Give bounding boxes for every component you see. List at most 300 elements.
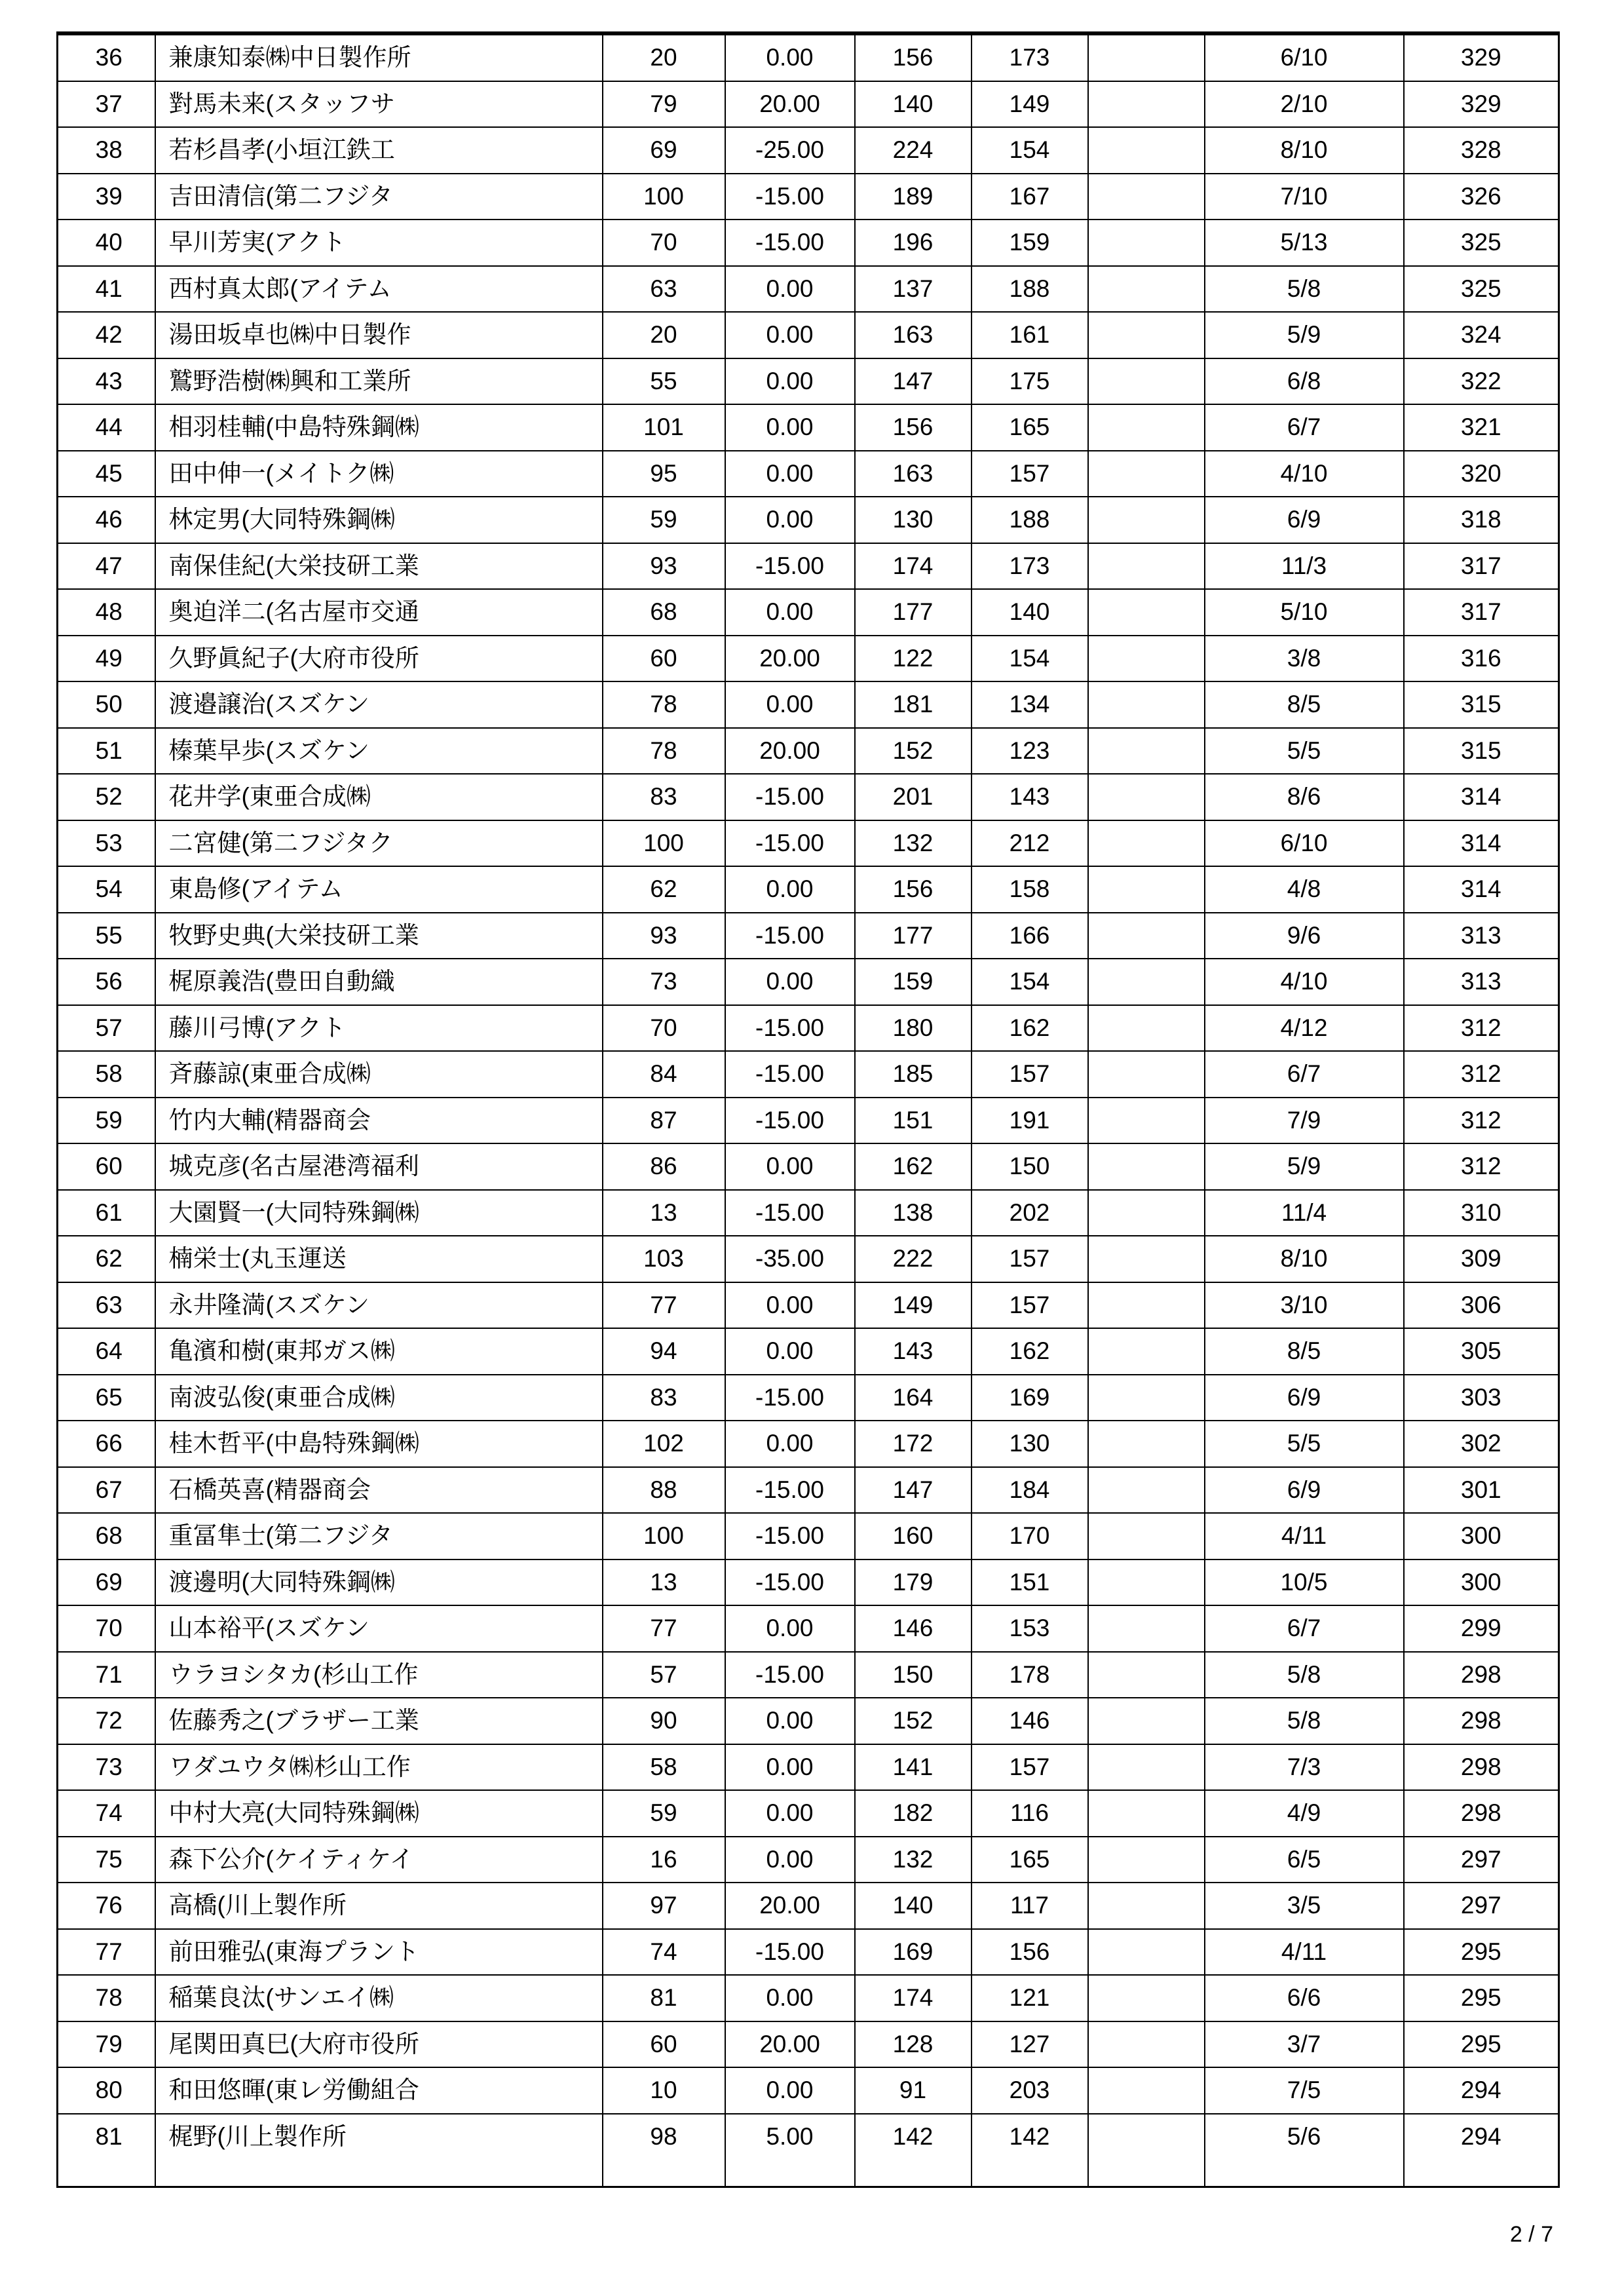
cell-no: 59 xyxy=(58,1098,155,1144)
cell-col4: -15.00 xyxy=(725,1098,855,1144)
cell-col3: 97 xyxy=(603,1883,725,1929)
cell-name: 山本裕平(スズケン xyxy=(155,1605,603,1652)
cell-name: 對馬未来(スタッフサ xyxy=(155,81,603,128)
cell-col5: 152 xyxy=(855,1698,972,1744)
table-body xyxy=(58,33,1559,2187)
cell-col5: 196 xyxy=(855,220,972,266)
cell-col7 xyxy=(1088,1328,1205,1375)
table-row xyxy=(58,1652,1559,1698)
cell-col7 xyxy=(1088,1421,1205,1467)
cell-col7 xyxy=(1088,636,1205,682)
cell-col9: 309 xyxy=(1404,1236,1559,1282)
cell-name: 斉藤諒(東亜合成㈱ xyxy=(155,1051,603,1098)
cell-no: 39 xyxy=(58,174,155,220)
cell-col6: 191 xyxy=(972,1098,1088,1144)
cell-col5: 163 xyxy=(855,312,972,358)
cell-no: 62 xyxy=(58,1236,155,1282)
cell-col6: 157 xyxy=(972,1744,1088,1791)
cell-no: 81 xyxy=(58,2114,155,2187)
cell-col5: 177 xyxy=(855,589,972,636)
cell-col4: -15.00 xyxy=(725,1929,855,1976)
table-row xyxy=(58,312,1559,358)
table-row xyxy=(58,543,1559,590)
cell-col4: 0.00 xyxy=(725,1421,855,1467)
cell-col6: 159 xyxy=(972,220,1088,266)
cell-col8: 6/10 xyxy=(1205,33,1404,81)
cell-name: 森下公介(ケイティケイ xyxy=(155,1837,603,1883)
cell-col4: 0.00 xyxy=(725,1605,855,1652)
cell-col8: 5/9 xyxy=(1205,312,1404,358)
cell-name: 竹内大輔(精器商会 xyxy=(155,1098,603,1144)
cell-name: 南波弘俊(東亜合成㈱ xyxy=(155,1375,603,1421)
cell-col9: 317 xyxy=(1404,589,1559,636)
cell-col7 xyxy=(1088,2114,1205,2187)
table-row xyxy=(58,2067,1559,2114)
cell-col9: 324 xyxy=(1404,312,1559,358)
cell-col7 xyxy=(1088,681,1205,728)
cell-no: 38 xyxy=(58,127,155,174)
cell-col9: 329 xyxy=(1404,33,1559,81)
cell-name: ウラヨシタカ(杉山工作 xyxy=(155,1652,603,1698)
cell-col7 xyxy=(1088,1282,1205,1329)
cell-col3: 20 xyxy=(603,33,725,81)
cell-col4: -15.00 xyxy=(725,543,855,590)
table-row xyxy=(58,728,1559,775)
cell-name: 榛葉早歩(スズケン xyxy=(155,728,603,775)
table-row xyxy=(58,1837,1559,1883)
cell-col6: 130 xyxy=(972,1421,1088,1467)
cell-col9: 329 xyxy=(1404,81,1559,128)
cell-col8: 5/10 xyxy=(1205,589,1404,636)
cell-col7 xyxy=(1088,451,1205,497)
cell-col8: 9/6 xyxy=(1205,913,1404,959)
cell-col3: 62 xyxy=(603,866,725,913)
cell-col5: 147 xyxy=(855,358,972,405)
table-row xyxy=(58,913,1559,959)
cell-col5: 128 xyxy=(855,2021,972,2068)
cell-col9: 294 xyxy=(1404,2067,1559,2114)
table-row xyxy=(58,1328,1559,1375)
cell-col7 xyxy=(1088,174,1205,220)
table-row xyxy=(58,636,1559,682)
cell-col7 xyxy=(1088,1883,1205,1929)
cell-name: 鷲野浩樹㈱興和工業所 xyxy=(155,358,603,405)
cell-col4: -15.00 xyxy=(725,1190,855,1236)
cell-col8: 6/6 xyxy=(1205,1975,1404,2021)
cell-col7 xyxy=(1088,1467,1205,1514)
cell-col6: 212 xyxy=(972,820,1088,867)
cell-col5: 151 xyxy=(855,1098,972,1144)
cell-col8: 4/9 xyxy=(1205,1790,1404,1837)
cell-col3: 87 xyxy=(603,1098,725,1144)
cell-name: 若杉昌孝(小垣江鉄工 xyxy=(155,127,603,174)
cell-name: 奥迫洋二(名古屋市交通 xyxy=(155,589,603,636)
cell-col7 xyxy=(1088,2021,1205,2068)
cell-name: 梶原義浩(豊田自動織 xyxy=(155,959,603,1005)
cell-col6: 149 xyxy=(972,81,1088,128)
cell-col4: 0.00 xyxy=(725,1328,855,1375)
cell-col9: 301 xyxy=(1404,1467,1559,1514)
cell-col6: 188 xyxy=(972,497,1088,543)
cell-col4: 0.00 xyxy=(725,1698,855,1744)
cell-col3: 86 xyxy=(603,1143,725,1190)
cell-col6: 173 xyxy=(972,543,1088,590)
cell-no: 60 xyxy=(58,1143,155,1190)
cell-no: 58 xyxy=(58,1051,155,1098)
cell-col3: 69 xyxy=(603,127,725,174)
cell-col3: 77 xyxy=(603,1605,725,1652)
cell-col9: 321 xyxy=(1404,404,1559,451)
cell-col4: -15.00 xyxy=(725,1467,855,1514)
cell-col4: 20.00 xyxy=(725,1883,855,1929)
cell-col6: 121 xyxy=(972,1975,1088,2021)
cell-col4: 0.00 xyxy=(725,451,855,497)
cell-col7 xyxy=(1088,1929,1205,1976)
cell-col6: 154 xyxy=(972,127,1088,174)
cell-col9: 315 xyxy=(1404,728,1559,775)
table-row xyxy=(58,820,1559,867)
table-row xyxy=(58,1467,1559,1514)
cell-name: 亀濱和樹(東邦ガス㈱ xyxy=(155,1328,603,1375)
table-row xyxy=(58,1513,1559,1559)
cell-name: 南保佳紀(大栄技研工業 xyxy=(155,543,603,590)
cell-col6: 167 xyxy=(972,174,1088,220)
cell-col9: 316 xyxy=(1404,636,1559,682)
table-row xyxy=(58,1005,1559,1052)
cell-col7 xyxy=(1088,1605,1205,1652)
table-row xyxy=(58,1559,1559,1606)
cell-col9: 297 xyxy=(1404,1883,1559,1929)
table-row xyxy=(58,589,1559,636)
table-row xyxy=(58,1744,1559,1791)
cell-col8: 6/7 xyxy=(1205,1605,1404,1652)
cell-col9: 300 xyxy=(1404,1559,1559,1606)
cell-col3: 13 xyxy=(603,1559,725,1606)
cell-col6: 162 xyxy=(972,1328,1088,1375)
cell-col7 xyxy=(1088,1098,1205,1144)
table-row xyxy=(58,1190,1559,1236)
cell-col8: 6/8 xyxy=(1205,358,1404,405)
cell-col6: 175 xyxy=(972,358,1088,405)
cell-no: 74 xyxy=(58,1790,155,1837)
table-row xyxy=(58,127,1559,174)
cell-col7 xyxy=(1088,33,1205,81)
cell-col4: -15.00 xyxy=(725,1005,855,1052)
cell-col7 xyxy=(1088,913,1205,959)
cell-col3: 93 xyxy=(603,543,725,590)
cell-col6: 173 xyxy=(972,33,1088,81)
cell-col3: 60 xyxy=(603,2021,725,2068)
cell-no: 66 xyxy=(58,1421,155,1467)
cell-name: 佐藤秀之(ブラザー工業 xyxy=(155,1698,603,1744)
cell-col3: 93 xyxy=(603,913,725,959)
cell-col6: 157 xyxy=(972,1236,1088,1282)
cell-col3: 81 xyxy=(603,1975,725,2021)
cell-col7 xyxy=(1088,1375,1205,1421)
cell-no: 65 xyxy=(58,1375,155,1421)
cell-no: 41 xyxy=(58,266,155,313)
cell-col5: 156 xyxy=(855,866,972,913)
table-row xyxy=(58,2114,1559,2187)
cell-no: 50 xyxy=(58,681,155,728)
cell-no: 46 xyxy=(58,497,155,543)
cell-col6: 123 xyxy=(972,728,1088,775)
cell-name: 大園賢一(大同特殊鋼㈱ xyxy=(155,1190,603,1236)
table-row xyxy=(58,1098,1559,1144)
cell-col7 xyxy=(1088,1652,1205,1698)
cell-col5: 132 xyxy=(855,1837,972,1883)
cell-col3: 55 xyxy=(603,358,725,405)
cell-col4: 0.00 xyxy=(725,1975,855,2021)
cell-col9: 298 xyxy=(1404,1790,1559,1837)
cell-col5: 179 xyxy=(855,1559,972,1606)
cell-col5: 149 xyxy=(855,1282,972,1329)
cell-col4: 0.00 xyxy=(725,2067,855,2114)
cell-col3: 88 xyxy=(603,1467,725,1514)
cell-col8: 5/8 xyxy=(1205,266,1404,313)
cell-col6: 127 xyxy=(972,2021,1088,2068)
cell-col6: 165 xyxy=(972,1837,1088,1883)
cell-name: 二宮健(第二フジタク xyxy=(155,820,603,867)
cell-col5: 140 xyxy=(855,1883,972,1929)
cell-col8: 8/5 xyxy=(1205,681,1404,728)
cell-col6: 156 xyxy=(972,1929,1088,1976)
cell-col8: 8/5 xyxy=(1205,1328,1404,1375)
cell-no: 79 xyxy=(58,2021,155,2068)
cell-col7 xyxy=(1088,774,1205,820)
cell-name: 渡邊明(大同特殊鋼㈱ xyxy=(155,1559,603,1606)
table-row xyxy=(58,497,1559,543)
cell-col8: 7/3 xyxy=(1205,1744,1404,1791)
cell-name: 渡邉譲治(スズケン xyxy=(155,681,603,728)
cell-col9: 297 xyxy=(1404,1837,1559,1883)
cell-no: 76 xyxy=(58,1883,155,1929)
cell-col7 xyxy=(1088,1236,1205,1282)
cell-col3: 68 xyxy=(603,589,725,636)
cell-col5: 222 xyxy=(855,1236,972,1282)
table-row xyxy=(58,404,1559,451)
cell-col9: 312 xyxy=(1404,1143,1559,1190)
results-table xyxy=(56,31,1560,2188)
cell-col8: 6/7 xyxy=(1205,404,1404,451)
cell-col6: 165 xyxy=(972,404,1088,451)
cell-no: 77 xyxy=(58,1929,155,1976)
cell-no: 55 xyxy=(58,913,155,959)
cell-col5: 224 xyxy=(855,127,972,174)
table-row xyxy=(58,266,1559,313)
cell-col4: 0.00 xyxy=(725,1143,855,1190)
table-row xyxy=(58,1605,1559,1652)
cell-no: 63 xyxy=(58,1282,155,1329)
cell-col5: 140 xyxy=(855,81,972,128)
cell-no: 73 xyxy=(58,1744,155,1791)
cell-col9: 299 xyxy=(1404,1605,1559,1652)
cell-col7 xyxy=(1088,1005,1205,1052)
cell-col6: 154 xyxy=(972,636,1088,682)
cell-col6: 166 xyxy=(972,913,1088,959)
table-row xyxy=(58,1975,1559,2021)
cell-col6: 116 xyxy=(972,1790,1088,1837)
cell-col5: 201 xyxy=(855,774,972,820)
cell-col8: 11/3 xyxy=(1205,543,1404,590)
cell-col7 xyxy=(1088,543,1205,590)
cell-no: 57 xyxy=(58,1005,155,1052)
cell-no: 36 xyxy=(58,33,155,81)
cell-col9: 314 xyxy=(1404,866,1559,913)
cell-col3: 79 xyxy=(603,81,725,128)
cell-col3: 60 xyxy=(603,636,725,682)
cell-no: 42 xyxy=(58,312,155,358)
cell-col3: 70 xyxy=(603,220,725,266)
cell-col9: 317 xyxy=(1404,543,1559,590)
cell-col9: 315 xyxy=(1404,681,1559,728)
cell-col7 xyxy=(1088,127,1205,174)
cell-col3: 100 xyxy=(603,1513,725,1559)
cell-col4: -25.00 xyxy=(725,127,855,174)
cell-col9: 314 xyxy=(1404,820,1559,867)
cell-col5: 189 xyxy=(855,174,972,220)
cell-col6: 157 xyxy=(972,451,1088,497)
cell-col4: 0.00 xyxy=(725,404,855,451)
table-row xyxy=(58,1236,1559,1282)
cell-col4: -15.00 xyxy=(725,820,855,867)
cell-col5: 152 xyxy=(855,728,972,775)
cell-col4: 0.00 xyxy=(725,1837,855,1883)
cell-col6: 161 xyxy=(972,312,1088,358)
cell-name: 桂木哲平(中島特殊鋼㈱ xyxy=(155,1421,603,1467)
cell-no: 52 xyxy=(58,774,155,820)
cell-col8: 8/10 xyxy=(1205,1236,1404,1282)
cell-col4: -15.00 xyxy=(725,220,855,266)
cell-name: 花井学(東亜合成㈱ xyxy=(155,774,603,820)
cell-col6: 202 xyxy=(972,1190,1088,1236)
cell-col3: 13 xyxy=(603,1190,725,1236)
cell-no: 69 xyxy=(58,1559,155,1606)
cell-col4: 20.00 xyxy=(725,2021,855,2068)
cell-name: 稲葉良汰(サンエイ㈱ xyxy=(155,1975,603,2021)
cell-col8: 3/5 xyxy=(1205,1883,1404,1929)
cell-no: 78 xyxy=(58,1975,155,2021)
cell-col4: 20.00 xyxy=(725,728,855,775)
cell-col5: 181 xyxy=(855,681,972,728)
cell-no: 43 xyxy=(58,358,155,405)
table-row xyxy=(58,1282,1559,1329)
table-row xyxy=(58,81,1559,128)
cell-col4: 20.00 xyxy=(725,636,855,682)
cell-col9: 295 xyxy=(1404,1975,1559,2021)
cell-col7 xyxy=(1088,1051,1205,1098)
cell-col5: 122 xyxy=(855,636,972,682)
cell-col3: 10 xyxy=(603,2067,725,2114)
table-row xyxy=(58,1883,1559,1929)
cell-col3: 94 xyxy=(603,1328,725,1375)
cell-col5: 174 xyxy=(855,1975,972,2021)
cell-col9: 302 xyxy=(1404,1421,1559,1467)
cell-col6: 134 xyxy=(972,681,1088,728)
cell-col9: 325 xyxy=(1404,266,1559,313)
cell-col3: 83 xyxy=(603,1375,725,1421)
cell-col7 xyxy=(1088,959,1205,1005)
cell-col8: 6/9 xyxy=(1205,1375,1404,1421)
cell-col8: 10/5 xyxy=(1205,1559,1404,1606)
cell-col9: 312 xyxy=(1404,1051,1559,1098)
cell-col8: 7/10 xyxy=(1205,174,1404,220)
cell-no: 45 xyxy=(58,451,155,497)
cell-col5: 185 xyxy=(855,1051,972,1098)
cell-col9: 310 xyxy=(1404,1190,1559,1236)
cell-col8: 5/8 xyxy=(1205,1652,1404,1698)
cell-name: 牧野史典(大栄技研工業 xyxy=(155,913,603,959)
cell-col9: 294 xyxy=(1404,2114,1559,2187)
cell-col5: 163 xyxy=(855,451,972,497)
cell-col4: -15.00 xyxy=(725,174,855,220)
cell-name: 石橋英喜(精器商会 xyxy=(155,1467,603,1514)
cell-col4: 5.00 xyxy=(725,2114,855,2187)
cell-col3: 73 xyxy=(603,959,725,1005)
table-row xyxy=(58,1929,1559,1976)
cell-name: 久野眞紀子(大府市役所 xyxy=(155,636,603,682)
cell-col9: 312 xyxy=(1404,1098,1559,1144)
cell-col9: 298 xyxy=(1404,1698,1559,1744)
cell-name: 高橋(川上製作所 xyxy=(155,1883,603,1929)
cell-col7 xyxy=(1088,820,1205,867)
cell-col8: 2/10 xyxy=(1205,81,1404,128)
cell-col6: 162 xyxy=(972,1005,1088,1052)
cell-col6: 143 xyxy=(972,774,1088,820)
cell-col9: 313 xyxy=(1404,913,1559,959)
cell-col4: -15.00 xyxy=(725,774,855,820)
cell-col8: 6/5 xyxy=(1205,1837,1404,1883)
cell-col8: 4/12 xyxy=(1205,1005,1404,1052)
cell-col7 xyxy=(1088,312,1205,358)
cell-name: 湯田坂卓也㈱中日製作 xyxy=(155,312,603,358)
table-row xyxy=(58,1790,1559,1837)
cell-col9: 322 xyxy=(1404,358,1559,405)
cell-col6: 150 xyxy=(972,1143,1088,1190)
cell-col3: 101 xyxy=(603,404,725,451)
cell-col5: 146 xyxy=(855,1605,972,1652)
table-row xyxy=(58,681,1559,728)
cell-col3: 70 xyxy=(603,1005,725,1052)
cell-col5: 143 xyxy=(855,1328,972,1375)
cell-col9: 313 xyxy=(1404,959,1559,1005)
cell-col8: 6/9 xyxy=(1205,497,1404,543)
cell-col6: 157 xyxy=(972,1051,1088,1098)
cell-col9: 320 xyxy=(1404,451,1559,497)
cell-col8: 3/10 xyxy=(1205,1282,1404,1329)
cell-col6: 188 xyxy=(972,266,1088,313)
cell-col4: 0.00 xyxy=(725,589,855,636)
cell-col8: 5/5 xyxy=(1205,728,1404,775)
table-row xyxy=(58,451,1559,497)
cell-name: 林定男(大同特殊鋼㈱ xyxy=(155,497,603,543)
cell-no: 37 xyxy=(58,81,155,128)
cell-col7 xyxy=(1088,1559,1205,1606)
cell-col6: 169 xyxy=(972,1375,1088,1421)
cell-col4: -15.00 xyxy=(725,1051,855,1098)
table-row xyxy=(58,1051,1559,1098)
cell-no: 48 xyxy=(58,589,155,636)
cell-name: 尾関田真巳(大府市役所 xyxy=(155,2021,603,2068)
cell-no: 54 xyxy=(58,866,155,913)
cell-col3: 74 xyxy=(603,1929,725,1976)
cell-col5: 159 xyxy=(855,959,972,1005)
table-row xyxy=(58,1421,1559,1467)
cell-name: 中村大亮(大同特殊鋼㈱ xyxy=(155,1790,603,1837)
cell-col9: 300 xyxy=(1404,1513,1559,1559)
cell-col4: -15.00 xyxy=(725,1375,855,1421)
cell-col4: 0.00 xyxy=(725,1282,855,1329)
